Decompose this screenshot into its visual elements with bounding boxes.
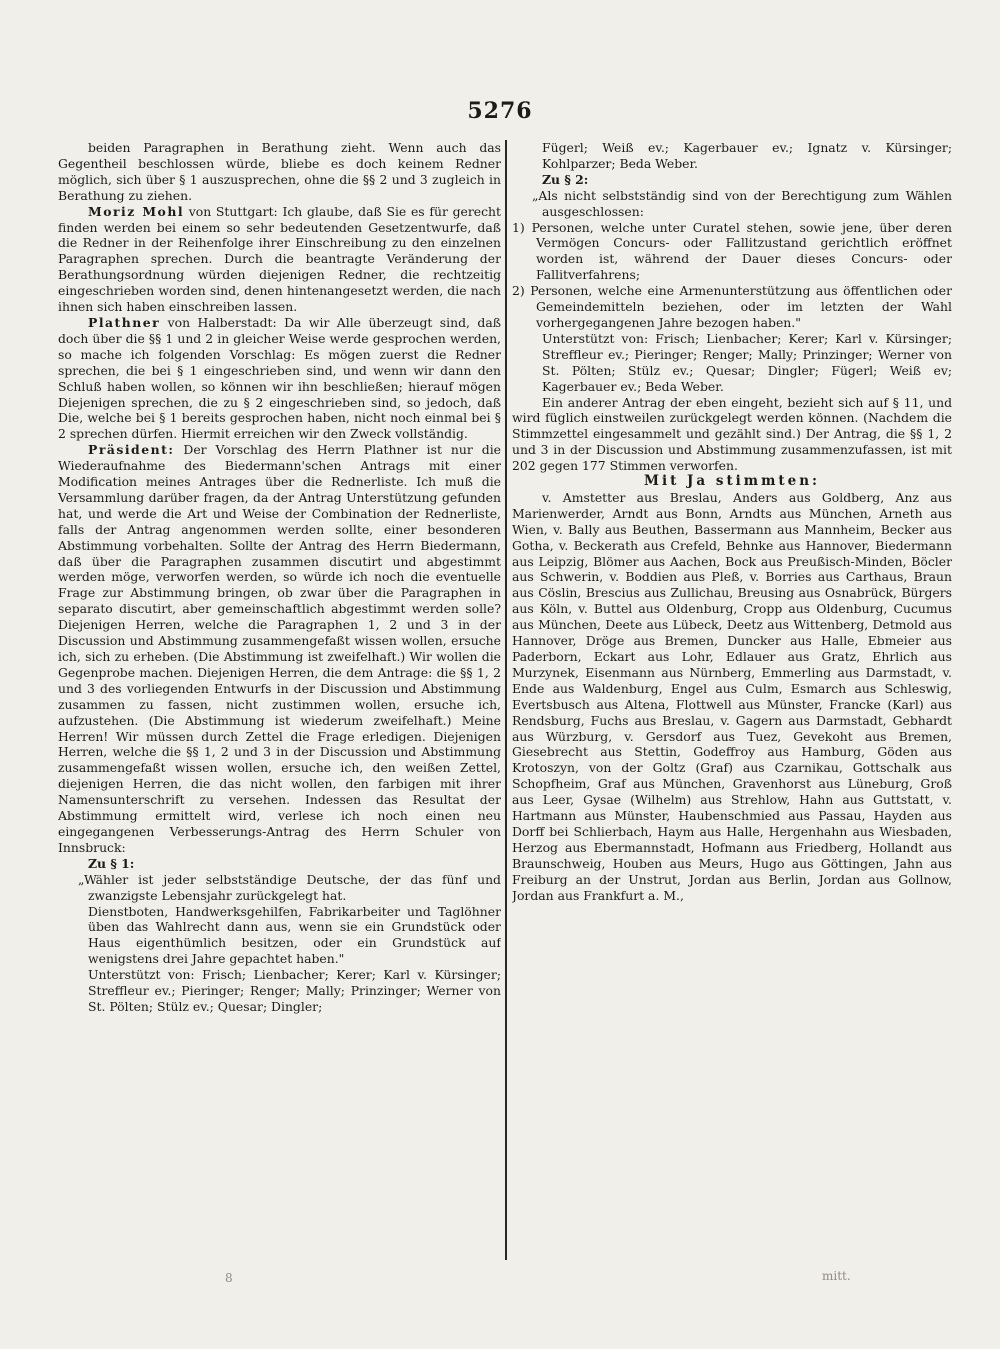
speaker-name: Präsident: bbox=[88, 442, 175, 458]
footer-mark-right: mitt. bbox=[822, 1269, 851, 1283]
right-paragraph-4: 2) Personen, welche eine Armenunterstützung aus öffentlichen oder Gemeindemitteln beziehen, oder im letzten der Wahl vorhergegangenen Jahre bezogen haben." bbox=[512, 283, 952, 330]
speaker-name: Plathner bbox=[88, 314, 161, 330]
speaker-name: Moriz Mohl bbox=[88, 203, 185, 219]
left-paragraph-1 bbox=[58, 204, 501, 315]
right-paragraph-2: „Als nicht selbstständig sind von der Berechtigung zum Wählen ausgeschlossen: bbox=[532, 187, 952, 219]
speech-text: von Stuttgart: Ich glaube, daß Sie es für gerecht finden werden bei einem so sehr bedeutenden Gesetzentwurfe, daß die Redner in der Reihenfolge ihrer Einschreibung zu den einzelnen Paragraphen sprechen. Durch die beantragte Veränderung der Berathungsordnung würden diejenigen Redner, die rechtzeitig eingeschrieben worden sind, denen hintenangesetzt werden, die nach ihnen sich haben einschreiben lassen. bbox=[58, 203, 501, 315]
left-paragraph-4: Zu § 1: bbox=[88, 855, 135, 871]
speech-text: Der Vorschlag des Herrn Plathner ist nur die Wiederaufnahme des Biedermann'schen Antrags mit einer Modification meines Antrages über die Rednerliste. Ich muß die Versammlung darüber fragen, da der Antrag Unterstützung gefunden hat, und werde die Art und Weise der Combination der Rednerliste, falls der Antrag angenommen werden sollte, einer besonderen Abstimmung vorbehalten. Sollte der Antrag des Herrn Biedermann, daß über die Paragraphen zusammen discutirt und abgestimmt werden möge, verworfen werden, so würde ich noch die eventuelle Frage zur Abstimmung bringen, ob zwar über die Paragraphen in separato discutirt, aber gemeinschaftlich abgestimmt werden solle? Diejenigen Herren, welche die Paragraphen 1, 2 und 3 in der Discussion und Abstimmung zusammengefaßt wissen wollen, ersuche ich, sich zu erheben. (Die Abstimmung ist zweifelhaft.) Wir wollen die Gegenprobe machen. Diejenigen Herren, die dem Antrage: die §§ 1, 2 und 3 des vorliegenden Entwurfs in der Discussion und Abstimmung zusammen zu fassen, nicht zustimmen wollen, ersuche ich, aufzustehen. (Die Abstimmung ist wiederum zweifelhaft.) Meine Herren! Wir müssen durch Zettel die Frage erledigen. Diejenigen Herren, welche die §§ 1, 2 und 3 in der Discussion und Abstimmung zusammengefaßt wissen wollen, ersuche ich, den weißen Zettel, diejenigen Herren, die das nicht wollen, den farbigen mit ihrer Namensunterschrift zu versehen. Indessen das Resultat der Abstimmung ermittelt wird, verlese ich noch einen neu eingegangenen Verbesserungs-Antrag des Herrn Schuler von Innsbruck: bbox=[58, 442, 501, 855]
right-paragraph-7: Mit Ja stimmten: bbox=[644, 473, 820, 490]
left-paragraph-0: beiden Paragraphen in Berathung zieht. Wenn auch das Gegentheil beschlossen würde, bliebe es doch keinem Redner möglich, sich über § 1 auszusprechen, ohne die §§ 2 und 3 zugleich in Berathung zu ziehen. bbox=[58, 140, 501, 203]
right-paragraph-8: v. Amstetter aus Breslau, Anders aus Goldberg, Anz aus Marienwerder, Arndt aus Bonn, Arndts aus München, Arneth aus Wien, v. Bally aus Beuthen, Bassermann aus Mannheim, Becker aus Gotha, v. Beckerath aus Crefeld, Behnke aus Hannover, Biedermann aus Leipzig, Blömer aus Aachen, Bock aus Preußisch-Minden, Böcler aus Schwerin, v. Boddien aus Pleß, v. Borries aus Carthaus, Braun aus Cöslin, Brescius aus Zullichau, Breusing aus Osnabrück, Bürgers aus Köln, v. Buttel aus Oldenburg, Cropp aus Oldenburg, Cucumus aus München, Deete aus Lübeck, Deetz aus Wittenberg, Detmold aus Hannover, Dröge aus Bremen, Duncker aus Halle, Ebmeier aus Paderborn, Eckart aus Lohr, Edlauer aus Gratz, Ehrlich aus Murzynek, Eisenmann aus Nürnberg, Emmerling aus Darmstadt, v. Ende aus Waldenburg, Engel aus Culm, Esmarch aus Schleswig, Evertsbusch aus Altena, Flottwell aus Münster, Francke (Karl) aus Rendsburg, Fuchs aus Breslau, v. Gagern aus Darmstadt, Gebhardt aus Würzburg, v. Gersdorf aus Tuez, Gevekoht aus Bremen, Giesebrecht aus Stettin, Godeffroy aus Hamburg, Göden aus Krotoszyn, von der Goltz (Graf) aus Czarnikau, Gottschalk aus Schopfheim, Graf aus München, Gravenhorst aus Lüneburg, Groß aus Leer, Gysae (Wilhelm) aus Strehlow, Hahn aus Guttstatt, v. Hartmann aus Münster, Haubenschmied aus Passau, Hayden aus Dorff bei Schlierbach, Haym aus Halle, Hergenhahn aus Wiesbaden, Herzog aus Ebermannstadt, Hofmann aus Friedberg, Hollandt aus Braunschweig, Houben aus Meurs, Hugo aus Göttingen, Jahn aus Freiburg an der Unstrut, Jordan aus Berlin, Jordan aus Gollnow, Jordan aus Frankfurt a. M., bbox=[512, 489, 952, 903]
right-paragraph-1: Zu § 2: bbox=[542, 171, 589, 187]
left-paragraph-7: Unterstützt von: Frisch; Lienbacher; Kerer; Karl v. Kürsinger; Streffleur ev.; Pieringer; Renger; Mally; Prinzinger; Werner von St. Pölten; Stülz ev.; Quesar; Dingler; bbox=[88, 967, 501, 1014]
left-paragraph-6: Dienstboten, Handwerksgehilfen, Fabrikarbeiter und Taglöhner üben das Wahlrecht dann aus, wenn sie ein Grundstück oder Haus eigenthümlich besitzen, oder ein Grundstück auf wenigstens drei Jahre gepachtet haben." bbox=[88, 903, 501, 967]
page-number: 5276 bbox=[467, 98, 533, 124]
footer-mark-left: 8 bbox=[225, 1271, 233, 1285]
left-paragraph-2 bbox=[58, 315, 501, 442]
right-column bbox=[512, 140, 952, 1260]
column-divider bbox=[505, 140, 507, 1260]
speech-text: von Halberstadt: Da wir Alle überzeugt sind, daß doch über die §§ 1 und 2 in gleicher Weise werde gesprochen werden, so mache ich folgenden Vorschlag: Es mögen zuerst die Redner sprechen, die bei § 1 eingeschrieben sind, und wenn wir dann den Schluß haben wollen, so können wir ihn beschließen; hierauf mögen Diejenigen sprechen, die zu § 2 eingeschrieben sind, so jedoch, daß Die, welche bei § 1 bereits gesprochen haben, nicht noch einmal bei § 2 sprechen dürfen. Hiermit erreichen wir den Zweck vollständig. bbox=[58, 314, 501, 442]
left-paragraph-5: „Wähler ist jeder selbstständige Deutsche, der das fünf und zwanzigste Lebensjahr zurückgelegt hat. bbox=[78, 871, 501, 903]
left-paragraph-3 bbox=[58, 442, 501, 856]
left-column bbox=[58, 140, 501, 1260]
right-paragraph-6: Ein anderer Antrag der eben eingeht, bezieht sich auf § 11, und wird füglich einstweilen zurückgelegt werden können. (Nachdem die Stimmzettel eingesammelt und gezählt sind.) Der Antrag, die §§ 1, 2 und 3 in der Discussion und Abstimmung zusammenzufassen, ist mit 202 gegen 177 Stimmen verworfen. bbox=[512, 394, 952, 474]
right-paragraph-0: Fügerl; Weiß ev.; Kagerbauer ev.; Ignatz v. Kürsinger; Kohlparzer; Beda Weber. bbox=[542, 140, 952, 171]
right-paragraph-5: Unterstützt von: Frisch; Lienbacher; Kerer; Karl v. Kürsinger; Streffleur ev.; Pieringer; Renger; Mally; Prinzinger; Werner von St. Pölten; Stülz ev.; Quesar; Dingler; Fügerl; Weiß ev; Kagerbauer ev.; Beda Weber. bbox=[542, 330, 952, 394]
right-paragraph-3: 1) Personen, welche unter Curatel stehen, sowie jene, über deren Vermögen Concurs- oder Fallitzustand gerichtlich eröffnet worden ist, während der Dauer dieses Concurs- oder Fallitverfahrens; bbox=[512, 219, 952, 283]
